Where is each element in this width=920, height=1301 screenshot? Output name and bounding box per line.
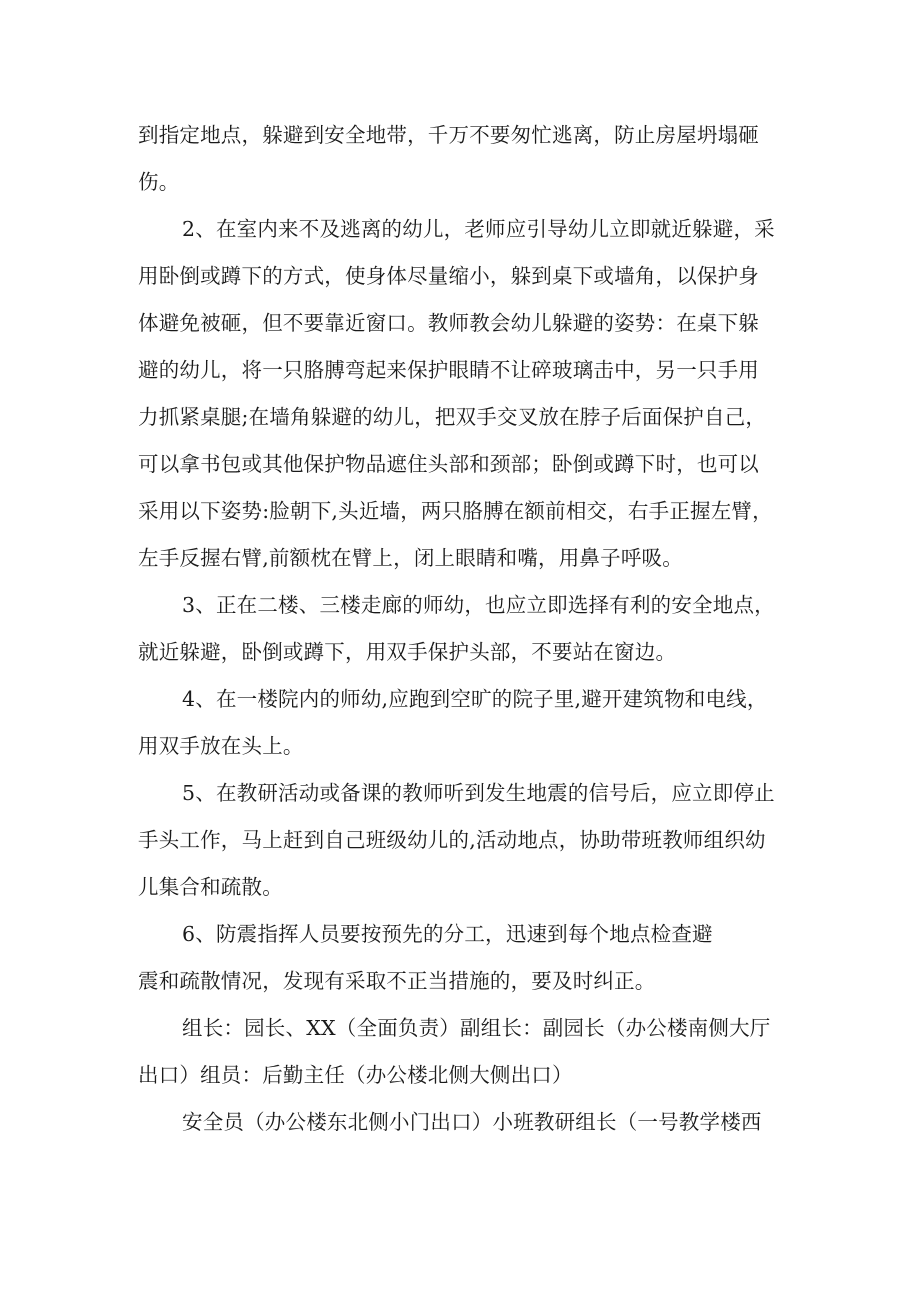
text-line: 力抓紧桌腿;在墙角躲避的幼儿，把双手交叉放在脖子后面保护自己， [138,405,767,429]
text-line: 到指定地点，躲避到安全地带，千万不要匆忙逃离，防止房屋坍塌砸 [138,123,759,147]
text-line: 采用以下姿势:脸朝下,头近墙，两只胳膊在额前相交，右手正握左臂， [138,499,773,523]
text-line: 手头工作，马上赶到自己班级幼儿的,活动地点，协助带班教师组织幼 [138,828,766,852]
text-line: 儿集合和疏散。 [138,875,283,899]
paragraph-3-start: 3、正在二楼、三楼走廊的师幼，也应立即选择有利的安全地点， [182,593,775,617]
group-leader-paragraph: 组长：园长、XX（全面负责）副组长：副园长（办公楼南侧大厅 [182,1016,771,1040]
text-line: 震和疏散情况，发现有采取不正当措施的，要及时纠正。 [138,969,656,993]
paragraph-6-start: 6、防震指挥人员要按预先的分工，迅速到每个地点检查避 [182,922,713,946]
paragraph-4-start: 4、在一楼院内的师幼,应跑到空旷的院子里,避开建筑物和电线， [182,687,768,711]
text-line: 伤。 [138,170,180,194]
paragraph-2-start: 2、在室内来不及逃离的幼儿，老师应引导幼儿立即就近躲避，采 [182,217,775,241]
text-line: 就近躲避，卧倒或蹲下，用双手保护头部，不要站在窗边。 [138,640,677,664]
text-line: 出口）组员：后勤主任（办公楼北侧大侧出口） [138,1063,573,1087]
text-line: 避的幼儿，将一只胳膊弯起来保护眼睛不让碎玻璃击中，另一只手用 [138,358,759,382]
text-line: 用双手放在头上。 [138,734,304,758]
document-body [138,112,798,1146]
text-line: 左手反握右臂,前额枕在臂上，闭上眼睛和嘴，用鼻子呼吸。 [138,546,683,570]
paragraph-5-start: 5、在教研活动或备课的教师听到发生地震的信号后，应立即停止 [182,781,775,805]
text-line: 用卧倒或蹲下的方式，使身体尽量缩小，躲到桌下或墙角，以保护身 [138,264,759,288]
text-line: 体避免被砸，但不要靠近窗口。教师教会幼儿躲避的姿势：在桌下躲 [138,311,759,335]
text-line: 可以拿书包或其他保护物品遮住头部和颈部；卧倒或蹲下时，也可以 [138,452,759,476]
safety-officer-paragraph: 安全员（办公楼东北侧小门出口）小班教研组长（一号教学楼西 [182,1110,762,1134]
